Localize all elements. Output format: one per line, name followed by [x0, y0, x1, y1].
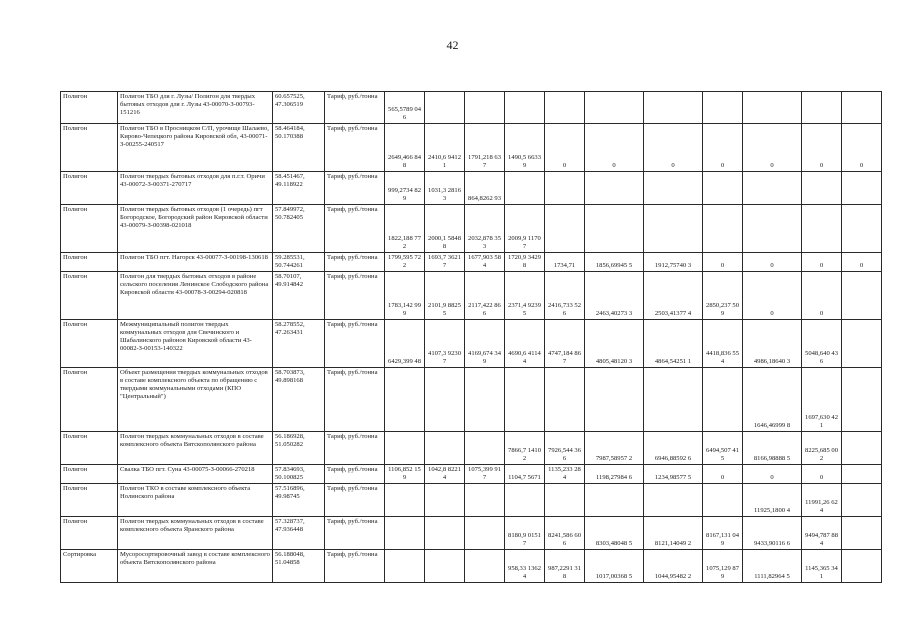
facility-type-cell: Полигон	[61, 516, 118, 549]
facility-description-cell: Свалка ТБО пгт. Суна 43-00075-З-00066-270218	[118, 465, 273, 484]
tariff-value-cell	[465, 368, 505, 432]
tariff-value-cell	[545, 92, 585, 124]
tariff-unit-cell: Тариф, руб./тонна	[325, 92, 385, 124]
tariff-unit-cell: Тариф, руб./тонна	[325, 368, 385, 432]
tariff-value-cell: 8180,9 01517	[505, 516, 545, 549]
table-row	[61, 368, 882, 432]
tariff-value-cell: 2117,422 866	[465, 272, 505, 320]
tariff-value-cell: 6429,399 48	[385, 320, 425, 368]
tariff-value-cell: 1135,233 284	[545, 465, 585, 484]
tariff-value-cell: 1042,8 82214	[425, 465, 465, 484]
tariff-value-cell	[644, 92, 703, 124]
page-number: 42	[446, 38, 459, 52]
tariff-value-cell: 11925,1800 4	[743, 483, 802, 516]
tariff-value-cell	[743, 172, 802, 205]
coordinates-cell: 58.703873, 49.898168	[273, 368, 325, 432]
tariff-value-cell	[842, 92, 882, 124]
tariff-value-cell: 4864,54251 1	[644, 320, 703, 368]
table-row	[61, 516, 882, 549]
coordinates-cell: 57.849972, 50.782405	[273, 205, 325, 253]
coordinates-cell: 59.285531, 50.744261	[273, 253, 325, 272]
tariff-value-cell: 1145,365 341	[802, 549, 842, 582]
tariff-value-cell	[842, 205, 882, 253]
tariff-value-cell: 1106,852 159	[385, 465, 425, 484]
facility-type-cell: Полигон	[61, 483, 118, 516]
tariff-value-cell: 0	[585, 124, 644, 172]
facility-type-cell: Полигон	[61, 124, 118, 172]
tariff-value-cell: 8241,586 606	[545, 516, 585, 549]
tariff-value-cell: 0	[743, 253, 802, 272]
tariff-value-cell: 0	[802, 465, 842, 484]
tariff-value-cell	[465, 432, 505, 465]
tariff-value-cell: 1720,9 34298	[505, 253, 545, 272]
tariff-value-cell	[545, 172, 585, 205]
tariff-value-cell	[505, 483, 545, 516]
tariff-value-cell: 1646,46999 8	[743, 368, 802, 432]
tariff-value-cell	[585, 92, 644, 124]
tariff-value-cell	[842, 272, 882, 320]
tariff-value-cell: 0	[644, 124, 703, 172]
tariff-value-cell: 1234,98577 5	[644, 465, 703, 484]
tariff-value-cell	[545, 368, 585, 432]
table-row	[61, 205, 882, 253]
table-row	[61, 124, 882, 172]
tariff-unit-cell: Тариф, руб./тонна	[325, 253, 385, 272]
tariff-value-cell: 8167,131 049	[703, 516, 743, 549]
facility-description-cell: Полигон твердых коммунальных отходов в составе комплексного объекта Яранского района	[118, 516, 273, 549]
tariff-value-cell: 2410,6 94121	[425, 124, 465, 172]
tariff-unit-cell: Тариф, руб./тонна	[325, 172, 385, 205]
tariff-value-cell: 0	[743, 272, 802, 320]
tariff-value-cell	[585, 205, 644, 253]
tariff-value-cell	[585, 368, 644, 432]
tariff-value-cell: 4805,48120 3	[585, 320, 644, 368]
facility-type-cell: Полигон	[61, 92, 118, 124]
tariff-value-cell: 4986,18640 3	[743, 320, 802, 368]
facility-type-cell: Сортировка	[61, 549, 118, 582]
tariff-value-cell: 7987,58957 2	[585, 432, 644, 465]
tariff-value-cell: 2416,733 526	[545, 272, 585, 320]
tariff-value-cell	[802, 172, 842, 205]
tariff-value-cell: 1799,595 722	[385, 253, 425, 272]
tariff-value-cell: 8303,48048 5	[585, 516, 644, 549]
coordinates-cell: 58.464184, 50.170388	[273, 124, 325, 172]
facility-type-cell: Полигон	[61, 320, 118, 368]
tariff-value-cell: 2009,9 11707	[505, 205, 545, 253]
tariff-value-cell	[505, 172, 545, 205]
tariff-value-cell: 0	[743, 124, 802, 172]
tariff-value-cell: 1822,188 772	[385, 205, 425, 253]
tariff-value-cell: 7926,544 366	[545, 432, 585, 465]
tariff-value-cell	[425, 516, 465, 549]
tariff-value-cell: 958,33 13624	[505, 549, 545, 582]
tariff-value-cell: 0	[743, 465, 802, 484]
tariff-unit-cell: Тариф, руб./тонна	[325, 320, 385, 368]
tariff-value-cell: 0	[842, 124, 882, 172]
tariff-value-cell: 5048,640 436	[802, 320, 842, 368]
facility-description-cell: Полигон для твердых бытовых отходов в районе сельского поселения Ленинское Слободского района Кировской области 43-00078-З-00294-020818	[118, 272, 273, 320]
coordinates-cell: 57.834693, 50.100825	[273, 465, 325, 484]
coordinates-cell: 60.657525, 47.306519	[273, 92, 325, 124]
table-row	[61, 272, 882, 320]
tariff-value-cell	[425, 483, 465, 516]
tariff-value-cell	[703, 483, 743, 516]
tariff-value-cell: 4169,674 349	[465, 320, 505, 368]
coordinates-cell: 56.188048, 51.04858	[273, 549, 325, 582]
tariff-unit-cell: Тариф, руб./тонна	[325, 483, 385, 516]
facility-description-cell: Полигон ТБО в Просницком С/П, урочище Шалаево, Кирово-Чепецкого района Кировской обл, 43-00071-З-00255-240517	[118, 124, 273, 172]
table-row	[61, 549, 882, 582]
tariff-value-cell: 8121,14049 2	[644, 516, 703, 549]
tariff-value-cell: 0	[802, 124, 842, 172]
tariff-value-cell: 4418,836 554	[703, 320, 743, 368]
tariff-value-cell	[425, 432, 465, 465]
tariff-value-cell	[644, 205, 703, 253]
tariff-value-cell	[644, 172, 703, 205]
tariff-value-cell	[842, 172, 882, 205]
tariff-value-cell	[585, 172, 644, 205]
facility-description-cell: Полигон ТКО в составе комплексного объекта Нолинского района	[118, 483, 273, 516]
tariff-unit-cell: Тариф, руб./тонна	[325, 549, 385, 582]
tariff-value-cell: 0	[703, 253, 743, 272]
facility-type-cell: Полигон	[61, 465, 118, 484]
tariff-value-cell: 1111,82964 5	[743, 549, 802, 582]
tariff-unit-cell: Тариф, руб./тонна	[325, 432, 385, 465]
tariff-value-cell: 6494,507 415	[703, 432, 743, 465]
tariff-value-cell	[644, 368, 703, 432]
tariff-value-cell	[703, 92, 743, 124]
tariff-value-cell	[842, 549, 882, 582]
tariff-value-cell: 1490,5 66339	[505, 124, 545, 172]
tariff-value-cell: 8166,98888 5	[743, 432, 802, 465]
tariff-value-cell: 2371,4 92395	[505, 272, 545, 320]
tariff-value-cell	[842, 432, 882, 465]
tariff-value-cell: 2649,466 848	[385, 124, 425, 172]
tariff-value-cell	[644, 483, 703, 516]
tariff-value-cell: 7866,7 14102	[505, 432, 545, 465]
table-row	[61, 432, 882, 465]
tariff-value-cell	[385, 516, 425, 549]
facility-description-cell: Межмуниципальный полигон твердых коммунальных отходов для Свечинского и Шабалинского районов Кировской области 43-00082-З-00153-140322	[118, 320, 273, 368]
tariff-value-cell: 1017,00368 5	[585, 549, 644, 582]
tariff-value-cell: 1693,7 36217	[425, 253, 465, 272]
tariff-value-cell	[842, 368, 882, 432]
tariff-value-cell	[743, 92, 802, 124]
tariff-value-cell: 1856,69945 5	[585, 253, 644, 272]
facility-description-cell: Полигон твердых коммунальных отходов в составе комплексного объекта Вятскополянского района	[118, 432, 273, 465]
tariff-value-cell	[385, 549, 425, 582]
tariff-unit-cell: Тариф, руб./тонна	[325, 124, 385, 172]
tariff-value-cell	[505, 92, 545, 124]
tariff-value-cell	[465, 516, 505, 549]
facility-type-cell: Полигон	[61, 368, 118, 432]
tariff-value-cell: 999,2734 829	[385, 172, 425, 205]
facility-type-cell: Полигон	[61, 272, 118, 320]
tariff-value-cell: 0	[802, 272, 842, 320]
tariff-value-cell: 2101,9 88255	[425, 272, 465, 320]
coordinates-cell: 57.516896, 49.98745	[273, 483, 325, 516]
tariff-value-cell: 1677,903 584	[465, 253, 505, 272]
tariff-value-cell	[465, 549, 505, 582]
tariff-value-cell	[545, 205, 585, 253]
coordinates-cell: 58.451467, 49.118922	[273, 172, 325, 205]
tariff-value-cell: 1075,399 917	[465, 465, 505, 484]
tariff-value-cell: 565,5789 046	[385, 92, 425, 124]
tariff-table-body	[61, 92, 882, 583]
tariff-unit-cell: Тариф, руб./тонна	[325, 205, 385, 253]
tariff-value-cell: 1198,27984 6	[585, 465, 644, 484]
tariff-value-cell: 0	[545, 124, 585, 172]
tariff-value-cell	[425, 92, 465, 124]
tariff-value-cell: 0	[842, 253, 882, 272]
tariff-value-cell: 9433,90116 6	[743, 516, 802, 549]
table-row	[61, 172, 882, 205]
tariff-value-cell: 1734,71	[545, 253, 585, 272]
tariff-value-cell: 4690,6 41144	[505, 320, 545, 368]
tariff-value-cell: 1697,630 421	[802, 368, 842, 432]
tariff-value-cell	[703, 172, 743, 205]
coordinates-cell: 56.186928, 51.050282	[273, 432, 325, 465]
tariff-value-cell	[842, 320, 882, 368]
facility-description-cell: Полигон твердых бытовых отходов (1 очередь) пгт Богородское, Богородский район Кировской области 43-00079-З-00398-021018	[118, 205, 273, 253]
coordinates-cell: 57.328737, 47.936448	[273, 516, 325, 549]
tariff-value-cell	[842, 465, 882, 484]
tariff-value-cell: 0	[703, 124, 743, 172]
facility-type-cell: Полигон	[61, 432, 118, 465]
tariff-value-cell: 11991,26 624	[802, 483, 842, 516]
tariff-table	[60, 91, 882, 583]
tariff-value-cell	[842, 516, 882, 549]
tariff-value-cell	[842, 483, 882, 516]
tariff-value-cell: 2850,237 509	[703, 272, 743, 320]
tariff-value-cell: 2000,1 58488	[425, 205, 465, 253]
tariff-value-cell: 0	[802, 253, 842, 272]
tariff-value-cell: 8225,685 002	[802, 432, 842, 465]
coordinates-cell: 58.278552, 47.263431	[273, 320, 325, 368]
tariff-value-cell: 987,2291 318	[545, 549, 585, 582]
tariff-value-cell	[385, 368, 425, 432]
tariff-value-cell	[425, 549, 465, 582]
table-row	[61, 465, 882, 484]
tariff-value-cell: 2503,41377 4	[644, 272, 703, 320]
facility-description-cell: Объект размещения твердых коммунальных отходов в составе комплексного объекта по обращению с твердыми коммунальными отходами (КПО "Центральный")	[118, 368, 273, 432]
tariff-value-cell	[743, 205, 802, 253]
tariff-value-cell: 6946,88592 6	[644, 432, 703, 465]
tariff-value-cell	[802, 205, 842, 253]
tariff-value-cell	[465, 483, 505, 516]
table-row	[61, 483, 882, 516]
tariff-value-cell: 1104,7 5671	[505, 465, 545, 484]
tariff-value-cell	[545, 483, 585, 516]
tariff-value-cell: 4747,184 867	[545, 320, 585, 368]
facility-type-cell: Полигон	[61, 205, 118, 253]
tariff-unit-cell: Тариф, руб./тонна	[325, 272, 385, 320]
facility-description-cell: Полигон ТБО пгт. Нагорск 43-00077-З-00198-130618	[118, 253, 273, 272]
tariff-value-cell	[465, 92, 505, 124]
tariff-value-cell: 9494,787 884	[802, 516, 842, 549]
facility-description-cell: Мусоросортировочный завод в составе комплексного объекта Вятскополянского района	[118, 549, 273, 582]
tariff-unit-cell: Тариф, руб./тонна	[325, 516, 385, 549]
tariff-value-cell	[802, 92, 842, 124]
tariff-value-cell: 1031,3 28163	[425, 172, 465, 205]
tariff-value-cell: 0	[703, 465, 743, 484]
tariff-value-cell: 1912,75740 3	[644, 253, 703, 272]
tariff-value-cell	[505, 368, 545, 432]
tariff-value-cell: 1044,95482 2	[644, 549, 703, 582]
tariff-value-cell	[425, 368, 465, 432]
facility-type-cell: Полигон	[61, 172, 118, 205]
tariff-value-cell	[385, 432, 425, 465]
facility-type-cell: Полигон	[61, 253, 118, 272]
facility-description-cell: Полигон твердых бытовых отходов для п.г.т. Оричи 43-00072-З-00371-270717	[118, 172, 273, 205]
facility-description-cell: Полигон ТБО для г. Лузы/ Полигон для твердых бытовых отходов для г. Лузы 43-00070-З-00793-151216	[118, 92, 273, 124]
table-row	[61, 320, 882, 368]
table-row	[61, 253, 882, 272]
tariff-value-cell: 864,8262 93	[465, 172, 505, 205]
tariff-value-cell: 1783,142 999	[385, 272, 425, 320]
tariff-value-cell	[385, 483, 425, 516]
tariff-value-cell	[703, 205, 743, 253]
coordinates-cell: 58.70107, 49.914842	[273, 272, 325, 320]
tariff-value-cell: 1791,218 637	[465, 124, 505, 172]
tariff-value-cell: 2032,878 353	[465, 205, 505, 253]
tariff-value-cell: 1075,129 879	[703, 549, 743, 582]
tariff-value-cell	[703, 368, 743, 432]
tariff-unit-cell: Тариф, руб./тонна	[325, 465, 385, 484]
tariff-value-cell: 4107,3 92307	[425, 320, 465, 368]
tariff-value-cell: 2463,40273 3	[585, 272, 644, 320]
table-row	[61, 92, 882, 124]
tariff-value-cell	[585, 483, 644, 516]
